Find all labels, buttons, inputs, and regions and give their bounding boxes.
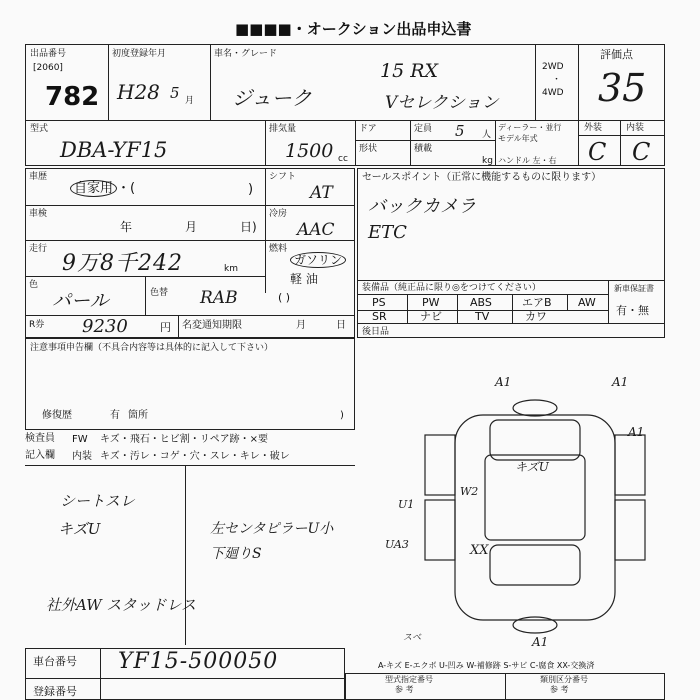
first-reg-month: 5 <box>170 84 180 102</box>
lot-label: 出品番号 <box>30 49 67 59</box>
equip-ps: PS <box>372 296 386 309</box>
remark-line1: シートスレ <box>60 492 135 510</box>
displacement-unit: cc <box>338 154 348 164</box>
mark-w2: W2 <box>460 485 479 498</box>
car-diagram <box>395 380 655 650</box>
first-reg-year: H28 <box>117 80 160 104</box>
car-rear-window <box>490 545 580 585</box>
notes-label: 注意事項申告欄（不具合内容等は具体的に記入して下さい） <box>30 343 274 353</box>
aircon-value: AAC <box>297 220 335 240</box>
remark-line5: 社外AW スタッドレス <box>46 596 196 614</box>
repair-label: 修復歴 <box>42 410 72 421</box>
recycle-value: 9230 <box>82 316 128 337</box>
color-value: パール <box>52 290 109 312</box>
mileage-unit: km <box>224 264 238 274</box>
equip-airbag: エアB <box>522 296 552 309</box>
load-label: 積載 <box>414 144 433 154</box>
exterior-value: C <box>588 138 607 166</box>
interior-label: 内装 <box>626 123 645 133</box>
fuel-paren: ( ) <box>278 291 291 304</box>
remark-line3: 左センタピラーU小 <box>210 521 334 537</box>
mileage-label: 走行 <box>29 244 48 254</box>
equip-abs: ABS <box>470 296 492 309</box>
usage-value: 自家用 <box>70 180 117 197</box>
fuel-gasoline: ガソリン <box>290 252 346 268</box>
sheet-title: ■■■■・オークション出品申込書 <box>235 20 472 38</box>
car-right-rear-door <box>615 500 645 560</box>
lot-sub: [2060] <box>33 63 63 73</box>
sales-line1: バックカメラ <box>368 196 476 217</box>
reg-no-label: 登録番号 <box>33 685 77 698</box>
score-label: 評価点 <box>600 48 633 61</box>
equip-pw: PW <box>422 296 440 309</box>
fuel-label: 燃料 <box>269 244 288 254</box>
equip-navi: ナビ <box>420 310 442 323</box>
inspector-fw-tag: FW <box>72 434 88 445</box>
mark-a1-right: A1 <box>628 425 645 439</box>
capacity-value: 5 <box>455 122 465 140</box>
fuel-diesel: 軽 油 <box>290 272 318 286</box>
capacity-unit: 人 <box>482 130 492 140</box>
deadline-day: 日 <box>336 320 346 331</box>
remark-line2: キズU <box>58 520 101 538</box>
recycle-unit: 円 <box>160 321 171 334</box>
grade-line2: Vセレクション <box>385 93 499 113</box>
drive-dot: ・ <box>552 75 562 85</box>
cert-label2: 類別区分番号 <box>540 675 588 684</box>
mark-ua3: UA3 <box>385 538 409 551</box>
equip-sr: SR <box>372 310 387 323</box>
chassis-value: YF15-500050 <box>118 649 279 674</box>
equipment-label: 装備品（純正品に限り◎をつけてください） <box>362 283 541 293</box>
type-label: 型式 <box>30 124 49 134</box>
grade-line1: 15 RX <box>380 60 439 82</box>
usage-paren: ・( <box>117 181 136 196</box>
color-code-label: 色替 <box>150 288 169 298</box>
score-value: 35 <box>598 66 647 110</box>
mileage-value: 9万8千242 <box>62 251 183 276</box>
repair-has: 有 <box>110 410 120 421</box>
sales-label: セールスポイント（正常に機能するものに限ります） <box>362 172 602 183</box>
inspector-label2: 記入欄 <box>25 450 55 461</box>
car-left-rear-door <box>425 500 455 560</box>
equip-tv: TV <box>475 310 490 323</box>
aircon-label: 冷房 <box>269 209 288 219</box>
drive-4wd: 4WD <box>542 88 564 98</box>
rear-seat-label: 後日品 <box>362 327 390 337</box>
recycle-label: R券 <box>29 320 45 330</box>
mark-a1-rear: A1 <box>532 635 549 649</box>
cert-sub2: 参 考 <box>550 685 569 694</box>
first-reg-label: 初度登録年月 <box>112 49 167 59</box>
car-left-front-door <box>425 435 455 495</box>
inspector-fw-items: キズ・飛石・ヒビ割・リペア跡・×要 <box>100 434 268 445</box>
sales-line2: ETC <box>368 222 407 243</box>
inspector-int-items: キズ・汚レ・コゲ・穴・スレ・キレ・破レ <box>100 451 290 462</box>
dealer-label: ディーラー・並行 <box>498 123 562 132</box>
cert-label: 型式指定番号 <box>385 675 433 684</box>
remark-line4: 下廻りS <box>210 546 262 562</box>
color-label: 色 <box>29 280 39 290</box>
shape-label: 形状 <box>359 144 378 154</box>
cert-sub: 参 考 <box>395 685 414 694</box>
inspection-month: 月 <box>185 220 198 234</box>
mark-a1-front: A1 <box>495 375 512 389</box>
type-value: DBA-YF15 <box>60 138 168 162</box>
doors-label: ドア <box>359 124 377 134</box>
car-right-front-door <box>615 435 645 495</box>
exterior-label: 外装 <box>584 123 603 133</box>
interior-value: C <box>632 138 651 166</box>
model-name: ジューク <box>232 86 312 110</box>
model-year-label: モデル年式 <box>498 134 538 143</box>
warranty-value: 有・無 <box>616 304 649 317</box>
inspection-year: 年 <box>120 220 133 234</box>
lot-number: 782 <box>45 82 100 112</box>
first-reg-month-unit: 月 <box>185 96 195 106</box>
model-label: 車名・グレード <box>214 49 278 59</box>
inspector-int-tag: 内装 <box>72 451 92 462</box>
deadline-month: 月 <box>296 320 306 331</box>
inspection-day: 日) <box>240 220 257 234</box>
car-front-bumper <box>513 400 557 416</box>
shift-value: AT <box>310 183 333 203</box>
equip-leather: カワ <box>525 310 547 323</box>
usage-value-wrap <box>70 183 135 194</box>
color-code-value: RAB <box>200 288 238 308</box>
chassis-label: 車台番号 <box>33 655 77 668</box>
displacement-value: 1500 <box>285 140 334 162</box>
inspector-label1: 検査員 <box>25 433 55 444</box>
mark-a1-fr: A1 <box>612 375 629 389</box>
mark-kizu: キズU <box>515 460 549 474</box>
mark-xx: XX <box>470 543 489 558</box>
warranty-label: 新車保証書 <box>614 284 654 293</box>
deadline-label: 名変通知期限 <box>182 320 242 331</box>
fuel-value <box>290 255 346 266</box>
drive-2wd: 2WD <box>542 62 564 72</box>
usage-label: 車歴 <box>29 172 48 182</box>
legend-text: A-キズ E-エクボ U-凹み W-補修跡 S-サビ C-腐食 XX-交換済 <box>378 661 595 670</box>
displacement-label: 排気量 <box>269 124 297 134</box>
inspection-label: 車検 <box>29 209 48 219</box>
car-body-outline <box>455 415 615 620</box>
capacity-label: 定員 <box>414 124 433 134</box>
handle-label: ハンドル 左・右 <box>498 156 557 165</box>
usage-close: ) <box>248 182 254 197</box>
car-windshield <box>490 420 580 460</box>
shift-label: シフト <box>269 172 297 182</box>
mark-u1: U1 <box>398 498 415 511</box>
repair-loc: 箇所 <box>128 410 148 421</box>
repair-close: ) <box>340 410 344 421</box>
mark-suba: スベ <box>403 633 422 643</box>
load-unit: kg <box>482 156 493 166</box>
equip-aw: AW <box>578 296 596 309</box>
